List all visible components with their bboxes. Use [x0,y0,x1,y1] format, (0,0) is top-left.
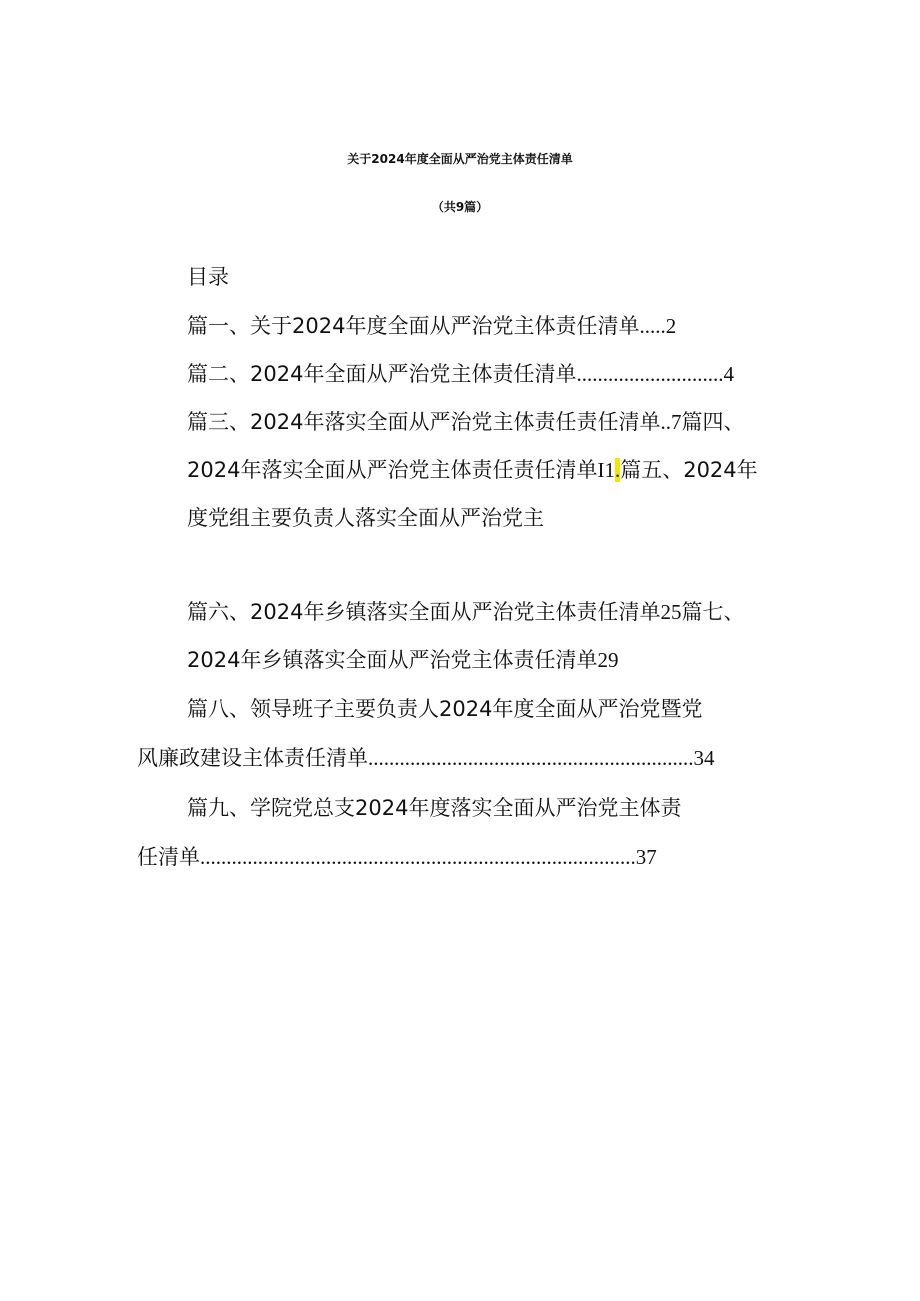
toc-item-6[interactable] [187,597,744,627]
toc-item-9-text: 任清单 [137,845,200,869]
toc-item-9-page: 37 [635,845,657,869]
toc-item-1-page: 2 [665,314,677,338]
toc-item-1-text: 篇一、关于2024年度全面从严治党主体责任清单 [187,314,640,338]
toc-item-2-leader: ............................ [576,362,724,386]
toc-item-1-leader: ..... [639,314,666,338]
toc-item-8-line2[interactable] [137,743,715,773]
toc-item-3-leader: .. [660,410,671,434]
toc-item-8-page: 34 [693,746,715,770]
toc-item-5-prefix: 篇五、2024年 [620,458,758,482]
toc-item-3-text: 篇三、2024年落实全面从严治党主体责任责任清单 [187,410,661,434]
toc-item-3-page: 7 [670,410,682,434]
toc-item-9-line2[interactable] [137,842,657,872]
toc-item-7-prefix: 篇七、 [681,600,745,624]
toc-item-7[interactable] [187,645,618,675]
toc-item-8-line1[interactable]: 篇八、领导班子主要负责人2024年度全面从严治党暨党 [187,697,703,721]
toc-item-4[interactable] [187,455,758,485]
toc-item-2[interactable] [187,359,734,389]
toc-item-7-text: 2024年乡镇落实全面从严治党主体责任清单 [187,648,598,672]
toc-item-1[interactable] [187,311,676,341]
document-subtitle: （共9篇） [431,200,489,214]
toc-item-4-page: I1 [597,458,615,482]
toc-item-4-prefix: 篇四、 [681,410,745,434]
highlight-mark: . [614,458,621,482]
toc-item-7-page: 29 [597,648,619,672]
toc-item-4-text: 2024年落实全面从严治党主体责任责任清单 [187,458,598,482]
toc-item-5-continuation: 度党组主要负责人落实全面从严治党主 [187,506,544,530]
toc-item-8-text: 风廉政建设主体责任清单 [137,746,368,770]
toc-item-2-text: 篇二、2024年全面从严治党主体责任清单 [187,362,577,386]
toc-item-3[interactable] [187,407,744,437]
document-title: 关于2024年度全面从严治党主体责任清单 [347,152,573,166]
toc-item-6-page: 25 [660,600,682,624]
toc-item-9-leader: ................................................................................... [200,845,636,869]
toc-item-8-leader: .............................................................. [368,746,694,770]
toc-heading: 目录 [187,265,229,289]
toc-item-2-page: 4 [723,362,734,386]
toc-item-9-line1[interactable]: 篇九、学院党总支2024年度落实全面从严治党主体责 [187,796,682,820]
toc-item-6-text: 篇六、2024年乡镇落实全面从严治党主体责任清单 [187,600,661,624]
